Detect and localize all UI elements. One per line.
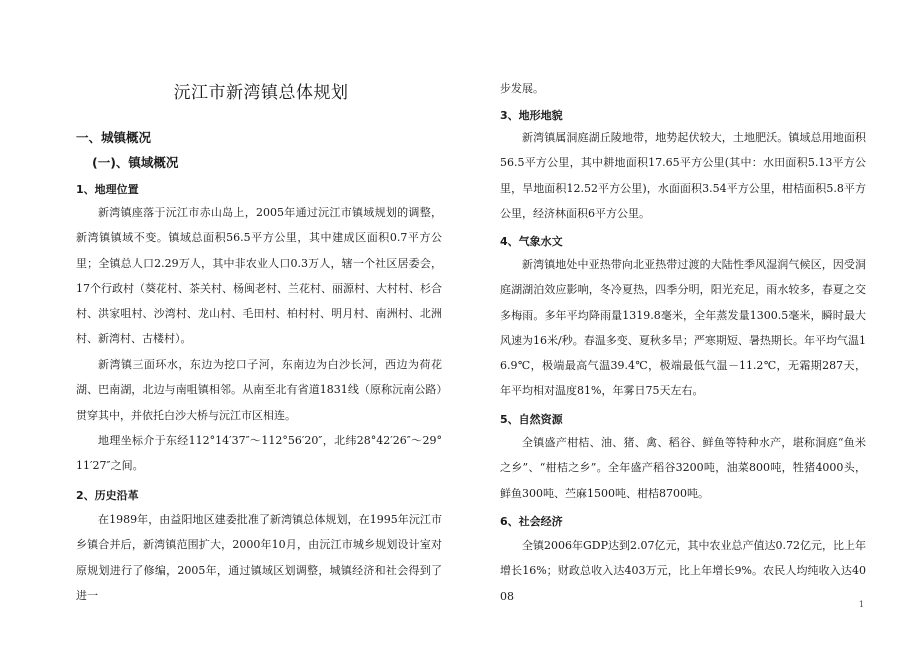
paragraph-economy-1: 全镇2006年GDP达到2.07亿元，其中农业总产值达0.72亿元，比上年增长16%；财政总收入达403万元，比上年增长9%。农民人均纯收入达4008 <box>500 539 866 603</box>
paragraph-history-1: 在1989年，由益阳地区建委批准了新湾镇总体规划，在1995年沅江市乡镇合并后，新湾镇范围扩大，2000年10月，由沅江市城乡规划设计室对原规划进行了修编，2005年，通过镇域区划调整，城镇经济和社会得到了进一 <box>76 513 442 602</box>
paragraph-continuation: 步发展。 <box>500 82 544 95</box>
paragraph-terrain-1: 新湾镇属洞庭湖丘陵地带，地势起伏较大，土地肥沃。镇域总用地面积56.5平方公里，其中耕地面积17.65平方公里(其中：水田面积5.13平方公里，旱地面积12.52平方公里)，水面面积3.54平方公里，柑桔面积5.8平方公里，经济林面积6平方公里。 <box>500 131 866 220</box>
item-heading-terrain: 3、地形地貌 <box>500 109 563 122</box>
item-heading-economy: 6、社会经济 <box>500 515 563 528</box>
paragraph-climate-1: 新湾镇地处中亚热带向北亚热带过渡的大陆性季风湿润气候区，因受洞庭湖湖泊效应影响，冬冷夏热，四季分明，阳光充足，雨水较多，春夏之交多梅雨。多年平均降雨量1319.8毫米，全年蒸发量1300.5毫米，瞬时最大风速为16米/秒。春温多变、夏秋多旱；严寒期短、暑热期长。年平均气温16.9℃，极端最高气温39.4℃，极端最低气温－11.2℃，无霜期287天，年平均相对温度81%，年雾日75天左右。 <box>500 258 866 398</box>
item-heading-history: 2、历史沿革 <box>76 489 139 502</box>
paragraph-resources-1: 全镇盛产柑桔、油、猪、禽、稻谷、鲜鱼等特种水产，堪称洞庭“鱼米之乡”、“柑桔之乡”。全年盛产稻谷3200吨，油菜800吨，牲猪4000头，鲜鱼300吨、苎麻1500吨、柑桔8700吨。 <box>500 436 866 500</box>
paragraph-location-2: 新湾镇三面环水，东边为挖口子河，东南边为白沙长河，西边为荷花湖、巴南湖，北边与南咀镇相邻。从南至北有省道1831线（原称沅南公路）贯穿其中，并依托白沙大桥与沅江市区相连。 <box>76 358 442 422</box>
document-title: 沅江市新湾镇总体规划 <box>173 83 349 103</box>
paragraph-location-3: 地理坐标介于东经112°14′37″～112°56′20″，北纬28°42′26″～29°11′27″之间。 <box>76 434 442 473</box>
page-number: 1 <box>858 600 864 609</box>
paragraph-location-1: 新湾镇座落于沅江市赤山岛上，2005年通过沅江市镇域规划的调整，新湾镇镇域不变。镇域总面积56.5平方公里，其中建成区面积0.7平方公里；全镇总人口2.29万人，其中非农业人口0.3万人，辖一个社区居委会，17个行政村（葵花村、茶关村、杨闽老村、兰花村、丽源村、大村村、杉合村、洪家咀村、沙湾村、龙山村、毛田村、柏村村、明月村、南洲村、北洲村、新湾村、古楼村）。 <box>76 206 442 346</box>
subsection-heading-town-area: (一)、镇域概况 <box>92 155 179 170</box>
item-heading-resources: 5、自然资源 <box>500 413 563 426</box>
item-heading-climate: 4、气象水文 <box>500 235 563 248</box>
section-heading-town-overview: 一、城镇概况 <box>76 130 152 145</box>
item-heading-location: 1、地理位置 <box>76 183 139 196</box>
